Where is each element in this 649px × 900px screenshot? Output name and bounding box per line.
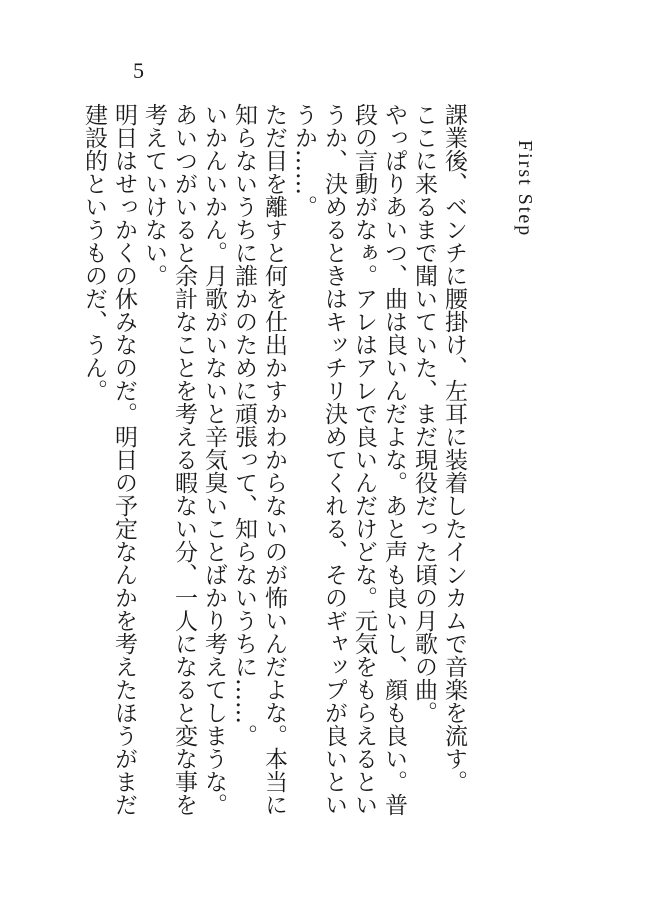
paragraph: 明日はせっかくの休みなのだ。明日の予定なんかを考えたほうがまだ建設的というものだ、うん。 [81, 103, 137, 816]
body-text [79, 103, 469, 823]
page-number: 5 [133, 58, 144, 83]
paragraph: 課業後、ベンチに腰掛け、左耳に装着したインカムで音楽を流す。 [441, 103, 467, 793]
chapter-title: First Step [514, 140, 536, 238]
paragraph: いかんいかん。月歌がいないと辛気臭いことばかり考えてしまうな。あいつがいると余計なことを考える暇ない分、一人になると変な事を考えていけない。 [141, 103, 227, 816]
paragraph: ここに来るまで聞いていた、まだ現役だった頃の月歌の曲。 [411, 103, 437, 724]
paragraph: ただ目を離すと何を仕出かすかわからないのが怖いんだよな。本当に知らないうちに誰かのために頑張って、知らないうちに……。 [231, 103, 287, 816]
paragraph: やっぱりあいつ、曲は良いんだよな。あと声も良いし、顔も良い。普段の言動がなぁ。アレはアレで良いんだけどな。元気をもらえるというか、決めるときはキッチリ決めてくれる、そのギャップが良いというか……。 [291, 103, 407, 816]
